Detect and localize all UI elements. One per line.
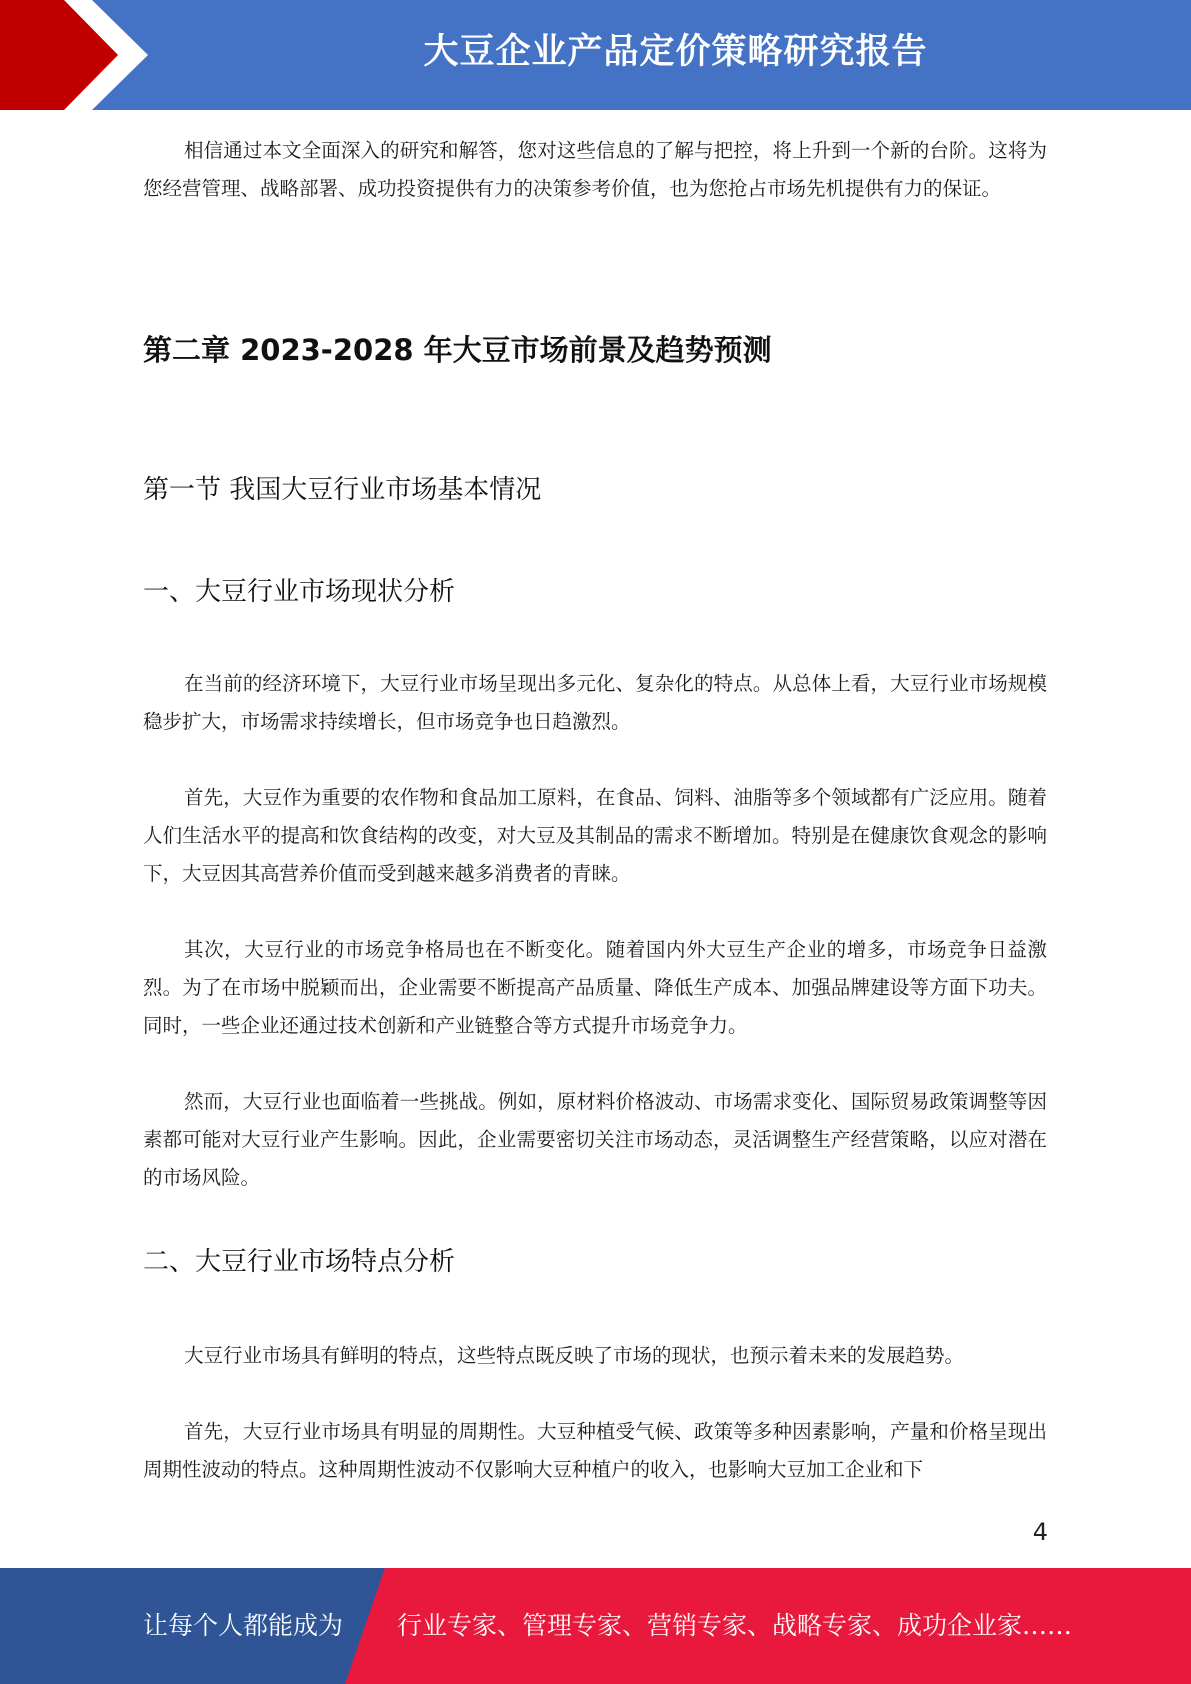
- subsection-title-2: 二、大豆行业市场特点分析: [143, 1247, 456, 1277]
- header-banner: [0, 0, 1191, 110]
- paragraph: 首先，大豆作为重要的农作物和食品加工原料，在食品、饲料、油脂等多个领域都有广泛应用。随着人们生活水平的提高和饮食结构的改变，对大豆及其制品的需求不断增加。特别是在健康饮食观念的影响下，大豆因其高营养价值而受到越来越多消费者的青睐。: [143, 786, 1047, 885]
- section-title: 第一节 我国大豆行业市场基本情况: [143, 475, 542, 505]
- chapter-title: 第二章 2023-2028 年大豆市场前景及趋势预测: [143, 333, 772, 367]
- report-title: 大豆企业产品定价策略研究报告: [423, 32, 928, 72]
- page-number: 4: [1032, 1518, 1048, 1546]
- footer-slogan-left: 让每个人都能成为: [143, 1611, 344, 1640]
- intro-paragraph: 相信通过本文全面深入的研究和解答，您对这些信息的了解与把控，将上升到一个新的台阶。这将为您经营管理、战略部署、成功投资提供有力的决策参考价值，也为您抢占市场先机提供有力的保证。: [143, 139, 1047, 200]
- footer-slogan-right: 行业专家、管理专家、营销专家、战略专家、成功企业家……: [397, 1611, 1073, 1640]
- paragraph: 其次，大豆行业的市场竞争格局也在不断变化。随着国内外大豆生产企业的增多，市场竞争日益激烈。为了在市场中脱颖而出，企业需要不断提高产品质量、降低生产成本、加强品牌建设等方面下功夫。同时，一些企业还通过技术创新和产业链整合等方式提升市场竞争力。: [143, 938, 1047, 1037]
- paragraph: 在当前的经济环境下，大豆行业市场呈现出多元化、复杂化的特点。从总体上看，大豆行业市场规模稳步扩大，市场需求持续增长，但市场竞争也日趋激烈。: [143, 672, 1047, 733]
- subsection-title-1: 一、大豆行业市场现状分析: [143, 577, 456, 607]
- paragraph: 然而，大豆行业也面临着一些挑战。例如，原材料价格波动、市场需求变化、国际贸易政策调整等因素都可能对大豆行业产生影响。因此，企业需要密切关注市场动态，灵活调整生产经营策略，以应对潜在的市场风险。: [143, 1090, 1047, 1189]
- paragraph: 大豆行业市场具有鲜明的特点，这些特点既反映了市场的现状，也预示着未来的发展趋势。: [184, 1344, 965, 1367]
- paragraph: 首先，大豆行业市场具有明显的周期性。大豆种植受气候、政策等多种因素影响，产量和价格呈现出周期性波动的特点。这种周期性波动不仅影响大豆种植户的收入，也影响大豆加工企业和下: [143, 1420, 1047, 1481]
- footer-banner: [0, 1568, 1191, 1684]
